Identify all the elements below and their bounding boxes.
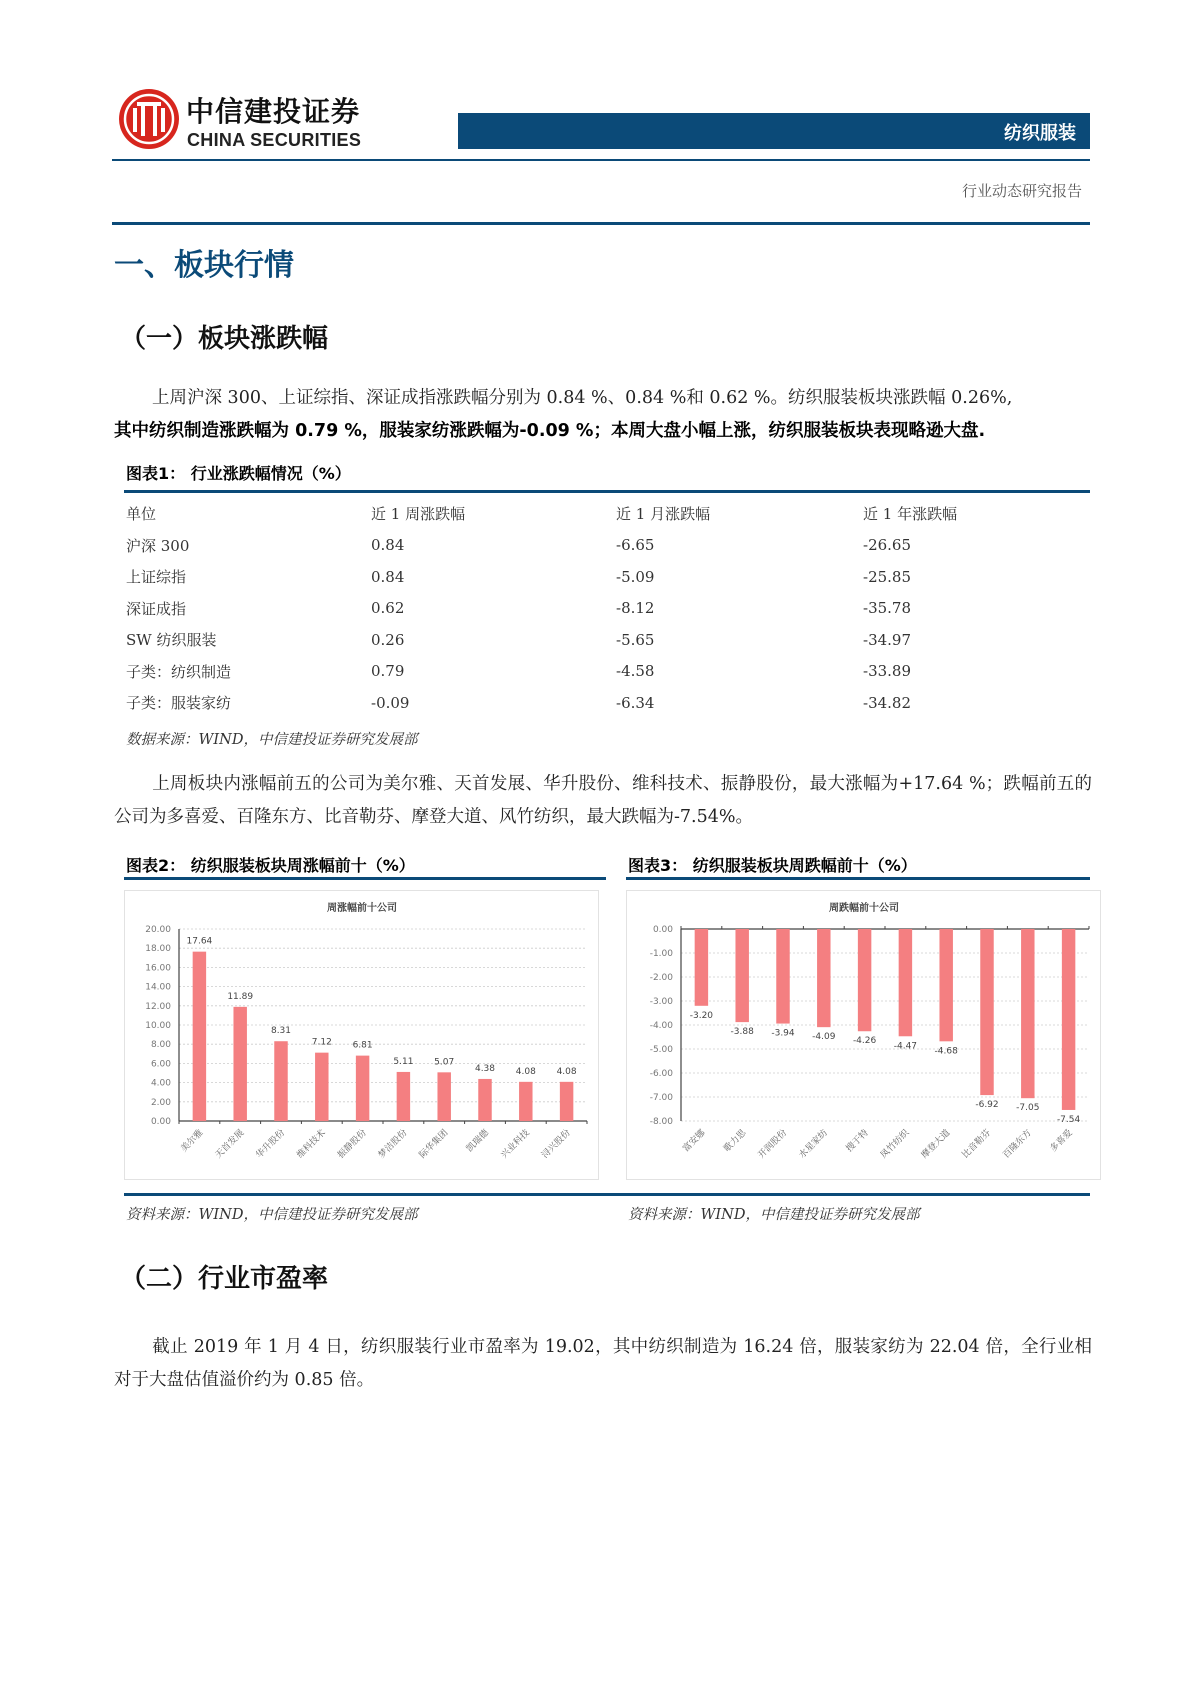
y-tick-label: 20.00	[145, 925, 171, 935]
report-type: 行业动态研究报告	[961, 182, 1082, 200]
table1-divider	[124, 490, 1090, 493]
bar	[397, 1072, 410, 1121]
y-tick-label: -3.00	[649, 997, 673, 1007]
bar-value-label: 7.12	[311, 1037, 332, 1048]
table-cell: 深证成指	[126, 599, 187, 618]
y-tick-label: 14.00	[145, 982, 171, 993]
table-row	[126, 530, 1086, 562]
table-header: 近 1 年涨跌幅	[863, 505, 958, 524]
bar-value-label: 5.07	[434, 1057, 455, 1068]
table-cell: 0.26	[371, 630, 405, 649]
section-divider	[112, 222, 1090, 225]
x-tick-label: 凯瑞德	[464, 1128, 492, 1155]
y-tick-label: 2.00	[150, 1097, 171, 1108]
x-tick-label: 开润股份	[756, 1128, 790, 1161]
y-tick-label: -8.00	[649, 1117, 673, 1127]
y-tick-label: 0.00	[150, 1117, 171, 1127]
x-tick-label: 搜于特	[844, 1128, 871, 1155]
table-header: 近 1 月涨跌幅	[616, 505, 711, 524]
y-tick-label: 4.00	[150, 1078, 171, 1089]
table-cell: 上证综指	[126, 568, 187, 587]
x-tick-label: 维科技术	[295, 1128, 328, 1161]
x-tick-label: 百隆东方	[1001, 1128, 1034, 1161]
table-cell: 0.62	[371, 599, 405, 618]
table-cell: -35.78	[863, 599, 912, 618]
x-tick-label: 天首发展	[213, 1128, 247, 1161]
bar	[519, 1082, 532, 1121]
y-tick-label: 16.00	[145, 963, 171, 974]
bar-value-label: 17.64	[186, 936, 213, 947]
bar	[776, 929, 789, 1024]
brand-name-cn: 中信建投证券	[186, 95, 361, 128]
bar-value-label: -6.92	[975, 1100, 999, 1111]
bar	[193, 952, 206, 1121]
y-tick-label: -4.00	[649, 1021, 673, 1031]
gainers-bar-chart	[125, 891, 600, 1181]
bar	[437, 1072, 450, 1121]
losers-chart	[626, 890, 1101, 1180]
bar-value-label: 6.81	[352, 1040, 373, 1051]
x-tick-label: 华升股份	[254, 1128, 288, 1161]
bar-value-label: -4.47	[893, 1041, 918, 1052]
bar-value-label: -4.68	[934, 1046, 958, 1057]
bar-value-label: -4.09	[812, 1032, 836, 1043]
y-tick-label: -5.00	[649, 1045, 673, 1055]
figure3-title: 图表3： 纺织服装板块周跌幅前十（%）	[628, 856, 917, 875]
industry-banner	[458, 113, 1090, 149]
paragraph-market-summary	[114, 382, 1092, 448]
bar-value-label: 4.08	[515, 1066, 536, 1077]
y-tick-label: 18.00	[145, 944, 171, 955]
table-cell: 沪深 300	[126, 536, 190, 555]
x-tick-label: 兴业科技	[499, 1128, 532, 1161]
bar-value-label: 5.11	[393, 1056, 414, 1067]
table-row	[126, 593, 1086, 625]
table-cell: -33.89	[863, 662, 912, 681]
paragraph-text: 截止 2019 年 1 月 4 日，纺织服装行业市盈率为 19.02，其中纺织制造为 16.24 倍，服装家纺为 22.04 倍，全行业相对于大盘估值溢价约为 0.85 倍。	[114, 1337, 1092, 1390]
subsection-title-2: （二）行业市盈率	[120, 1264, 329, 1294]
bar-value-label: -7.54	[1056, 1114, 1081, 1125]
figure2-divider	[124, 877, 606, 880]
bar-value-label: 4.38	[474, 1063, 496, 1074]
table-cell: -34.82	[863, 693, 912, 712]
table-cell: -26.65	[863, 536, 912, 555]
gainers-chart	[124, 890, 599, 1180]
bar	[560, 1082, 573, 1121]
table-cell: 0.84	[371, 567, 405, 586]
y-tick-label: 12.00	[145, 1001, 171, 1012]
y-tick-label: 6.00	[150, 1059, 171, 1070]
bar	[980, 929, 993, 1095]
bar	[315, 1053, 328, 1121]
subsection-title-1: （一）板块涨跌幅	[120, 324, 329, 354]
x-tick-label: 浔兴股份	[540, 1128, 573, 1161]
bar	[233, 1007, 246, 1121]
x-tick-label: 比音勒芬	[960, 1128, 994, 1161]
bar	[695, 929, 708, 1006]
table-cell: -4.58	[616, 662, 655, 681]
paragraph-top-movers	[114, 768, 1092, 834]
table-cell: -25.85	[863, 567, 912, 586]
bar-value-label: -3.88	[730, 1027, 754, 1038]
figures-bottom-divider	[124, 1193, 1090, 1196]
y-tick-label: -1.00	[649, 949, 673, 959]
y-tick-label: -7.00	[649, 1093, 673, 1103]
y-tick-label: 0.00	[652, 925, 673, 935]
figure2-source: 资料来源：WIND，中信建投证券研究发展部	[126, 1207, 418, 1223]
bar-value-label: 8.31	[270, 1026, 292, 1037]
bar-value-label: -4.26	[852, 1036, 877, 1047]
figure3-source: 资料来源：WIND，中信建投证券研究发展部	[628, 1207, 920, 1223]
y-tick-label: 8.00	[150, 1040, 171, 1051]
bar	[274, 1041, 287, 1121]
table-cell: -6.34	[616, 693, 655, 712]
bar	[939, 929, 952, 1041]
table-cell: 子类：服装家纺	[126, 694, 232, 713]
x-tick-label: 际华集团	[417, 1128, 451, 1161]
bar	[817, 929, 830, 1027]
paragraph-bold-text: 其中纺织制造涨跌幅为 0.79 %，服装家纺涨跌幅为-0.09 %；本周大盘小幅上涨，纺织服装板块表现略逊大盘.	[114, 421, 986, 441]
bar	[858, 929, 871, 1031]
x-tick-label: 梦洁股份	[376, 1128, 410, 1161]
table-row	[126, 656, 1086, 688]
table-header: 单位	[126, 505, 157, 524]
bar-value-label: -3.94	[771, 1028, 795, 1039]
table-row	[126, 624, 1086, 656]
table1-source: 数据来源：WIND，中信建投证券研究发展部	[126, 732, 418, 748]
bar-value-label: -3.20	[689, 1010, 714, 1021]
table-cell: SW 纺织服装	[126, 631, 217, 650]
bar	[356, 1056, 369, 1121]
x-tick-label: 凤竹纺织	[878, 1128, 912, 1161]
losers-bar-chart	[627, 891, 1102, 1181]
table-row	[126, 561, 1086, 593]
figure2-title: 图表2： 纺织服装板块周涨幅前十（%）	[126, 856, 415, 875]
section-title: 一、板块行情	[114, 248, 294, 283]
table-cell: -8.12	[616, 599, 655, 618]
x-tick-label: 摩登大道	[919, 1128, 953, 1161]
x-tick-label: 富安娜	[681, 1128, 708, 1155]
bar	[735, 929, 748, 1022]
y-tick-label: -2.00	[649, 973, 673, 983]
table-cell: 0.84	[371, 536, 405, 555]
x-tick-label: 振静股份	[336, 1128, 369, 1161]
chart-title: 周涨幅前十公司	[327, 903, 397, 914]
y-tick-label: 10.00	[145, 1021, 171, 1031]
bar	[1062, 929, 1075, 1110]
bar	[478, 1079, 491, 1121]
table-cell: -34.97	[863, 630, 912, 649]
bar-value-label: -7.05	[1016, 1103, 1040, 1114]
chart-title: 周跌幅前十公司	[829, 903, 899, 914]
table-cell: -6.65	[616, 536, 655, 555]
table-header: 近 1 周涨跌幅	[371, 505, 466, 524]
table-row	[126, 687, 1086, 719]
x-tick-label: 美尔雅	[179, 1128, 206, 1155]
table-cell: 0.79	[371, 662, 405, 681]
paragraph-pe-ratio	[114, 1331, 1092, 1397]
industry-change-table	[126, 498, 1086, 719]
x-tick-label: 歌力思	[722, 1128, 749, 1155]
table-cell: -0.09	[371, 693, 410, 712]
table-cell: -5.09	[616, 567, 655, 586]
paragraph-plain-text: 上周沪深 300、上证综指、深证成指涨跌幅分别为 0.84 %、0.84 %和 0.62 %。纺织服装板块涨跌幅 0.26%,	[152, 388, 1013, 408]
x-tick-label: 水星家纺	[797, 1128, 830, 1161]
x-tick-label: 多喜爱	[1048, 1128, 1075, 1155]
header-divider	[112, 159, 1090, 161]
citic-logo-icon	[118, 88, 180, 150]
bar-value-label: 4.08	[556, 1066, 577, 1077]
table1-title: 图表1： 行业涨跌幅情况（%）	[126, 464, 351, 483]
bar-value-label: 11.89	[227, 991, 254, 1002]
brand-name-en: CHINA SECURITIES	[187, 130, 362, 150]
industry-label: 纺织服装	[1004, 123, 1076, 144]
y-tick-label: -6.00	[649, 1069, 673, 1079]
paragraph-text: 上周板块内涨幅前五的公司为美尔雅、天首发展、华升股份、维科技术、振静股份，最大涨幅为+17.64 %；跌幅前五的公司为多喜爱、百隆东方、比音勒芬、摩登大道、风竹纺织，最大跌幅为-7.54%。	[114, 774, 1092, 827]
table-cell: -5.65	[616, 630, 655, 649]
bar	[1021, 929, 1034, 1098]
figure3-divider	[626, 877, 1090, 880]
table-header-row	[126, 498, 1086, 530]
bar	[899, 929, 912, 1036]
table-cell: 子类：纺织制造	[126, 662, 232, 681]
